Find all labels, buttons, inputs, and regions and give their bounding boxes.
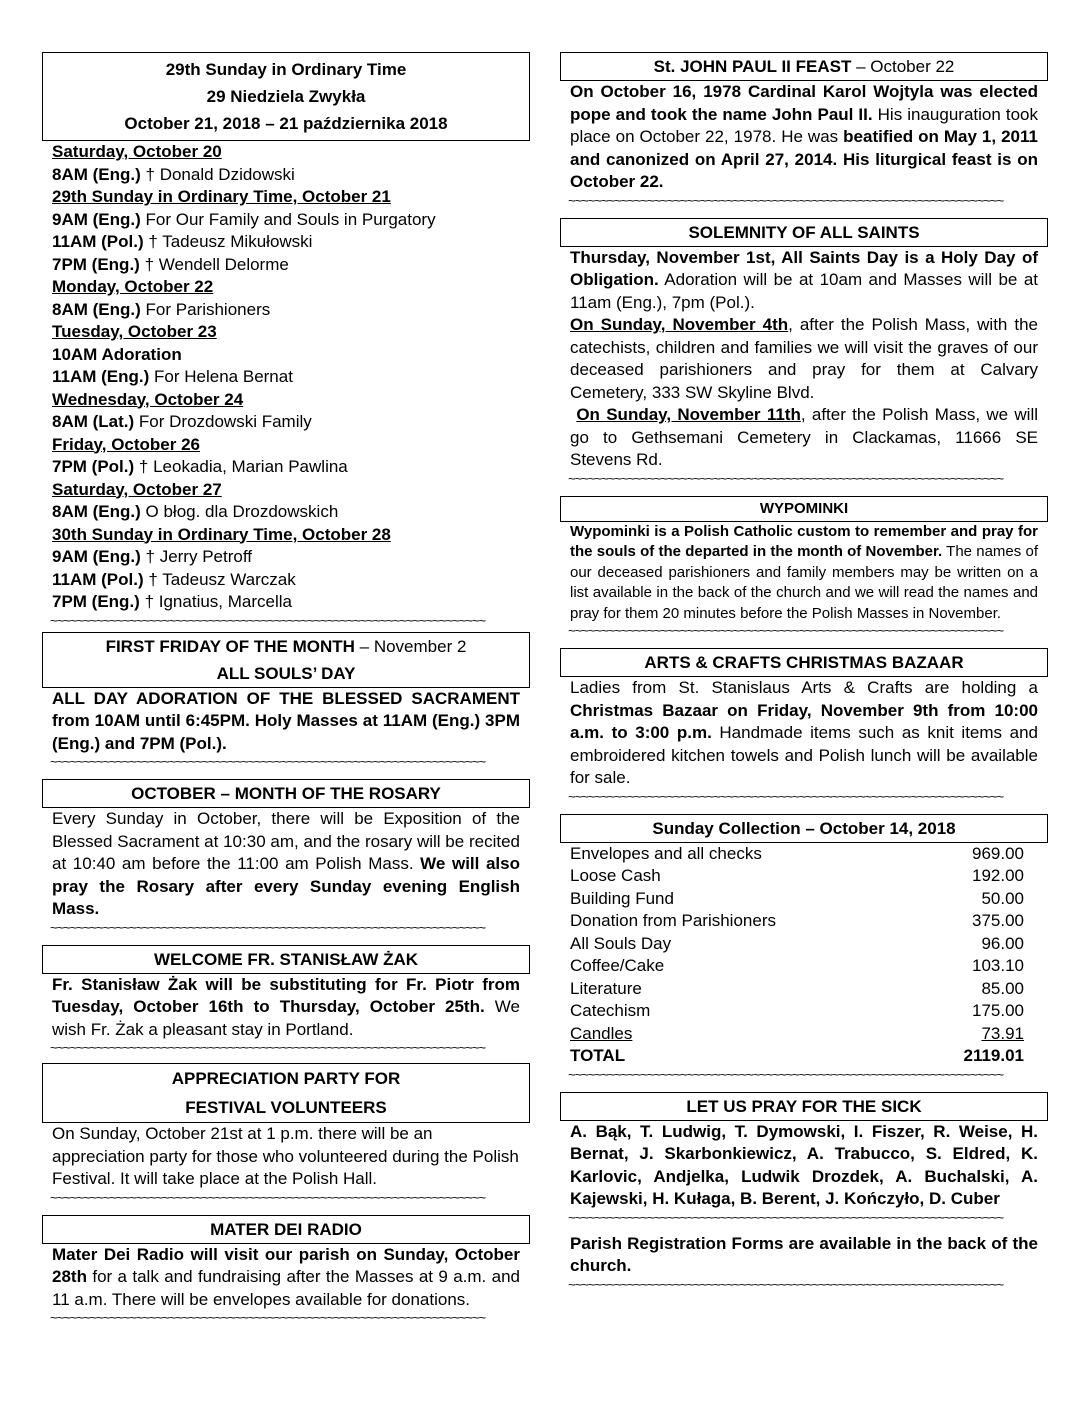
bazaar-body-plain-1: Ladies from St. Stanislaus Arts & Crafts are holding a (570, 678, 1038, 697)
radio-body (42, 1244, 530, 1312)
mass-intention: † Tadeusz Mikułowski (148, 232, 313, 251)
mass-time: 10AM Adoration (52, 344, 182, 364)
bulletin-header (42, 52, 530, 141)
welcome-body (42, 974, 530, 1042)
all-saints-title: SOLEMNITY OF ALL SAINTS (688, 222, 920, 242)
mass-time: 9AM (Eng.) (52, 547, 141, 566)
collection-row (570, 933, 1048, 956)
mass-time: 8AM (Eng.) (52, 502, 141, 521)
mass-intention: † Jerry Petroff (145, 547, 252, 566)
mass-entry (52, 254, 530, 277)
collection-amount: 192.00 (972, 866, 1024, 885)
collection-label: All Souls Day (570, 933, 672, 953)
rosary-body-plain: Every Sunday in October, there will be Exposition of the Blessed Sacrament at 10:30 am, and the rosary will be recited at 10:40 am before the 11:00 am Polish Mass. (52, 809, 520, 873)
mass-entry (52, 209, 530, 232)
jp2-title-date: – October 22 (851, 57, 955, 76)
separator: ~~~~~~~~~~~~~~~~~~~~~~~~~~~~~~~~~~~~~~~~~~~~~~~~~~~~~~~~~~~~~~~~~~ (50, 755, 486, 769)
schedule-day: Friday, October 26 (52, 434, 201, 454)
mass-time: 8AM (Eng.) (52, 299, 141, 319)
sick-title: LET US PRAY FOR THE SICK (686, 1096, 922, 1116)
radio-title-box (42, 1215, 530, 1244)
collection-row (570, 978, 1048, 1001)
all-saints-p2 (570, 314, 1038, 404)
collection-amount: 175.00 (972, 1001, 1024, 1020)
schedule-day: Tuesday, October 23 (52, 322, 217, 341)
all-saints-p1-plain: Adoration will be at 10am and Masses will be at 11am (Eng.), 7pm (Pol.). (570, 270, 1038, 312)
mass-intention: O błog. dla Drozdowskich (145, 502, 339, 521)
registration-body: Parish Registration Forms are available in the back of the church. (570, 1233, 1038, 1275)
schedule-day: Saturday, October 27 (52, 479, 222, 499)
bazaar-title: ARTS & CRAFTS CHRISTMAS BAZAAR (644, 653, 964, 672)
first-friday-title: FIRST FRIDAY OF THE MONTH (105, 636, 355, 656)
sick-body: A. Bąk, T. Ludwig, T. Dymowski, I. Fiszer, R. Weise, H. Bernat, J. Skarbonkiewicz, A. Trabucco, S. Eldred, K. Karlovic, Andjelka, Ludwik Drozdek, A. Buchalski, A. Kajewski, H. Kułaga, B. Berent, J. Kończyło, D. Cuber (570, 1121, 1038, 1208)
all-saints-p1 (570, 247, 1038, 315)
all-saints-p1-bold: Thursday, November 1st, All Saints Day is a Holy Day of Obligation. (570, 247, 1038, 289)
mass-schedule (42, 141, 530, 614)
wypominki-body (560, 522, 1048, 625)
first-friday-date: – November 2 (354, 636, 467, 656)
mass-entry (52, 299, 530, 322)
jp2-body-bold-2: beatified on May 1, 2011 and canonized on April 27, 2014. His liturgical feast is on October 22. (570, 127, 1038, 191)
separator: ~~~~~~~~~~~~~~~~~~~~~~~~~~~~~~~~~~~~~~~~~~~~~~~~~~~~~~~~~~~~~~~~~~ (568, 624, 1004, 638)
separator: ~~~~~~~~~~~~~~~~~~~~~~~~~~~~~~~~~~~~~~~~~~~~~~~~~~~~~~~~~~~~~~~~~~ (50, 1041, 486, 1055)
separator: ~~~~~~~~~~~~~~~~~~~~~~~~~~~~~~~~~~~~~~~~~~~~~~~~~~~~~~~~~~~~~~~~~~ (568, 789, 1004, 804)
collection-amount: 96.00 (981, 933, 1024, 953)
radio-body-bold: Mater Dei Radio will visit our parish on Sunday, October 28th (52, 1244, 520, 1286)
collection-amount: 375.00 (972, 911, 1024, 930)
mass-time: 11AM (Pol.) (52, 569, 144, 589)
separator: ~~~~~~~~~~~~~~~~~~~~~~~~~~~~~~~~~~~~~~~~~~~~~~~~~~~~~~~~~~~~~~~~~~ (568, 193, 1004, 208)
mass-entry (52, 344, 530, 367)
rosary-title: OCTOBER – MONTH OF THE ROSARY (131, 784, 441, 803)
collection-row (570, 910, 1048, 933)
mass-intention: For Helena Bernat (154, 367, 293, 386)
collection-amount: 73.91 (981, 1023, 1024, 1043)
all-saints-p3-date: On Sunday, November 11th (576, 405, 801, 424)
rosary-body-bold: We will also pray the Rosary after every Sunday evening English Mass. (52, 854, 520, 918)
separator: ~~~~~~~~~~~~~~~~~~~~~~~~~~~~~~~~~~~~~~~~~~~~~~~~~~~~~~~~~~~~~~~~~~ (50, 1311, 486, 1325)
jp2-body-bold-1: On October 16, 1978 Cardinal Karol Wojtyla was elected pope and took the name John Paul II. (570, 82, 1038, 124)
mass-intention: † Wendell Delorme (144, 254, 289, 274)
collection-total-label: TOTAL (570, 1046, 626, 1065)
mass-intention: † Donald Dzidowski (145, 164, 295, 184)
sick-title-box (560, 1092, 1048, 1121)
header-title-pl: 29 Niedziela Zwykła (206, 87, 366, 106)
schedule-day: Monday, October 22 (52, 277, 214, 296)
all-saints-p2-date: On Sunday, November 4th (570, 315, 789, 334)
separator: ~~~~~~~~~~~~~~~~~~~~~~~~~~~~~~~~~~~~~~~~~~~~~~~~~~~~~~~~~~~~~~~~~~ (50, 920, 486, 935)
appreciation-title-box (42, 1063, 530, 1123)
collection-label: Catechism (570, 1001, 651, 1020)
schedule-day: 29th Sunday in Ordinary Time, October 21 (52, 187, 391, 206)
appreciation-title-1: APPRECIATION PARTY FOR (171, 1069, 401, 1088)
bazaar-title-box (560, 648, 1048, 677)
first-friday-body: ALL DAY ADORATION OF THE BLESSED SACRAMENT from 10AM until 6:45PM. Holy Masses at 11AM (Eng.) 3PM (Eng.) and 7PM (Pol.). (52, 688, 520, 753)
all-saints-p2-plain: , after the Polish Mass, with the catechists, children and families we will visit the graves of our deceased parishioners and pray for them at Calvary Cemetery, 333 SW Skyline Blvd. (570, 315, 1039, 402)
separator: ~~~~~~~~~~~~~~~~~~~~~~~~~~~~~~~~~~~~~~~~~~~~~~~~~~~~~~~~~~~~~~~~~~ (568, 1210, 1004, 1225)
mass-entry (52, 546, 530, 569)
header-date: October 21, 2018 – 21 października 2018 (124, 114, 448, 133)
mass-intention: For Our Family and Souls in Purgatory (145, 209, 436, 229)
mass-entry (52, 231, 530, 254)
collection-row (570, 955, 1048, 978)
mass-entry (52, 569, 530, 592)
radio-body-plain: for a talk and fundraising after the Masses at 9 a.m. and 11 a.m. There will be envelopes available for donations. (52, 1267, 520, 1309)
collection-title: Sunday Collection – October 14, 2018 (652, 818, 956, 838)
appreciation-body: On Sunday, October 21st at 1 p.m. there will be an appreciation party for those who volunteered during the Polish Festival. It will take place at the Polish Hall. (52, 1124, 519, 1188)
separator: ~~~~~~~~~~~~~~~~~~~~~~~~~~~~~~~~~~~~~~~~~~~~~~~~~~~~~~~~~~~~~~~~~~ (568, 1067, 1004, 1082)
collection-row (570, 1023, 1048, 1046)
mass-entry (52, 164, 530, 187)
jp2-title-box (560, 52, 1048, 81)
collection-label: Donation from Parishioners (570, 911, 776, 930)
mass-intention: † Leokadia, Marian Pawlina (138, 457, 348, 476)
schedule-day: Wednesday, October 24 (52, 389, 244, 409)
all-saints-p3-plain: , after the Polish Mass, we will go to Gethsemani Cemetery in Clackamas, 11666 SE Stevens Rd. (570, 405, 1038, 469)
wypominki-title: WYPOMINKI (759, 499, 849, 517)
bazaar-body-plain-2: Handmade items such as knit items and embroidered kitchen towels and Polish lunch will be available for sale. (570, 723, 1038, 787)
rosary-body (42, 808, 530, 921)
mass-entry (52, 366, 530, 389)
mass-time: 7PM (Pol.) (52, 457, 135, 476)
wypominki-body-plain: The names of our deceased parishioners and family members may be written on a list available in the back of the church and we will read the names and pray for them 20 minutes before the Polish Masses in November. (570, 543, 1038, 622)
mass-time: 8AM (Eng.) (52, 164, 141, 184)
separator: ~~~~~~~~~~~~~~~~~~~~~~~~~~~~~~~~~~~~~~~~~~~~~~~~~~~~~~~~~~~~~~~~~~ (568, 471, 1004, 486)
separator: ~~~~~~~~~~~~~~~~~~~~~~~~~~~~~~~~~~~~~~~~~~~~~~~~~~~~~~~~~~~~~~~~~~ (50, 1190, 486, 1205)
welcome-title-box (42, 945, 530, 974)
first-friday-title-box (42, 632, 530, 688)
all-saints-body (560, 247, 1048, 472)
header-title-en: 29th Sunday in Ordinary Time (165, 60, 407, 79)
mass-intention: † Tadeusz Warczak (148, 569, 296, 589)
collection-row (570, 888, 1048, 911)
wypominki-body-bold: Wypominki is a Polish Catholic custom to remember and pray for the souls of the departed in the month of November. (570, 522, 1038, 560)
jp2-body-plain: His inauguration took place on October 22, 1978. He was (570, 104, 1038, 146)
collection-title-box (560, 814, 1048, 843)
collection-amount: 103.10 (972, 956, 1024, 975)
left-column (42, 52, 530, 1325)
bazaar-body (560, 677, 1048, 790)
all-saints-title-box (560, 218, 1048, 247)
collection-row (570, 865, 1048, 888)
collection-label: Loose Cash (570, 866, 661, 885)
mass-entry (52, 411, 530, 434)
collection-amount: 50.00 (981, 888, 1024, 908)
collection-label: Candles (570, 1023, 633, 1043)
collection-table-wrap (560, 843, 1048, 1068)
collection-amount: 969.00 (972, 843, 1024, 863)
mass-intention: For Parishioners (145, 299, 271, 319)
welcome-body-plain: We wish Fr. Żak a pleasant stay in Portland. (52, 997, 520, 1039)
separator: ~~~~~~~~~~~~~~~~~~~~~~~~~~~~~~~~~~~~~~~~~~~~~~~~~~~~~~~~~~~~~~~~~~ (568, 1277, 1004, 1292)
mass-entry (52, 591, 530, 614)
collection-row (570, 843, 1048, 866)
welcome-title: WELCOME FR. STANISŁAW ŻAK (153, 949, 419, 969)
all-souls-title: ALL SOULS’ DAY (216, 663, 356, 683)
jp2-title: St. JOHN PAUL II FEAST (653, 57, 852, 76)
mass-time: 9AM (Eng.) (52, 209, 141, 229)
collection-table (570, 843, 1048, 1068)
collection-row (570, 1000, 1048, 1023)
mass-time: 8AM (Lat.) (52, 412, 135, 431)
right-column (560, 52, 1048, 1292)
schedule-day: Saturday, October 20 (52, 142, 222, 161)
welcome-body-bold: Fr. Stanisław Żak will be substituting for Fr. Piotr from Tuesday, October 16th to Thursday, October 25th. (52, 974, 520, 1016)
rosary-title-box (42, 779, 530, 808)
jp2-body (560, 81, 1048, 194)
collection-amount: 85.00 (981, 978, 1024, 998)
mass-entry (52, 501, 530, 524)
separator: ~~~~~~~~~~~~~~~~~~~~~~~~~~~~~~~~~~~~~~~~~~~~~~~~~~~~~~~~~~~~~~~~~~ (50, 613, 486, 628)
mass-entry (52, 456, 530, 479)
collection-label: Building Fund (570, 888, 674, 908)
collection-total-row (570, 1045, 1048, 1068)
wypominki-title-box (560, 496, 1048, 522)
mass-time: 7PM (Eng.) (52, 592, 140, 611)
schedule-day: 30th Sunday in Ordinary Time, October 28 (52, 524, 391, 544)
collection-label: Coffee/Cake (570, 956, 665, 975)
mass-time: 11AM (Pol.) (52, 232, 144, 251)
mass-intention: For Drozdowski Family (138, 412, 312, 431)
collection-label: Literature (570, 978, 642, 998)
collection-total-amount: 2119.01 (963, 1046, 1024, 1065)
mass-time: 11AM (Eng.) (52, 367, 150, 386)
mass-time: 7PM (Eng.) (52, 254, 140, 274)
mass-intention: † Ignatius, Marcella (144, 592, 292, 611)
bazaar-body-bold: Christmas Bazaar on Friday, November 9th from 10:00 a.m. to 3:00 p.m. (570, 700, 1038, 742)
appreciation-title-2: FESTIVAL VOLUNTEERS (185, 1098, 387, 1117)
all-saints-p3 (570, 404, 1038, 472)
radio-title: MATER DEI RADIO (210, 1219, 362, 1239)
collection-label: Envelopes and all checks (570, 843, 762, 863)
